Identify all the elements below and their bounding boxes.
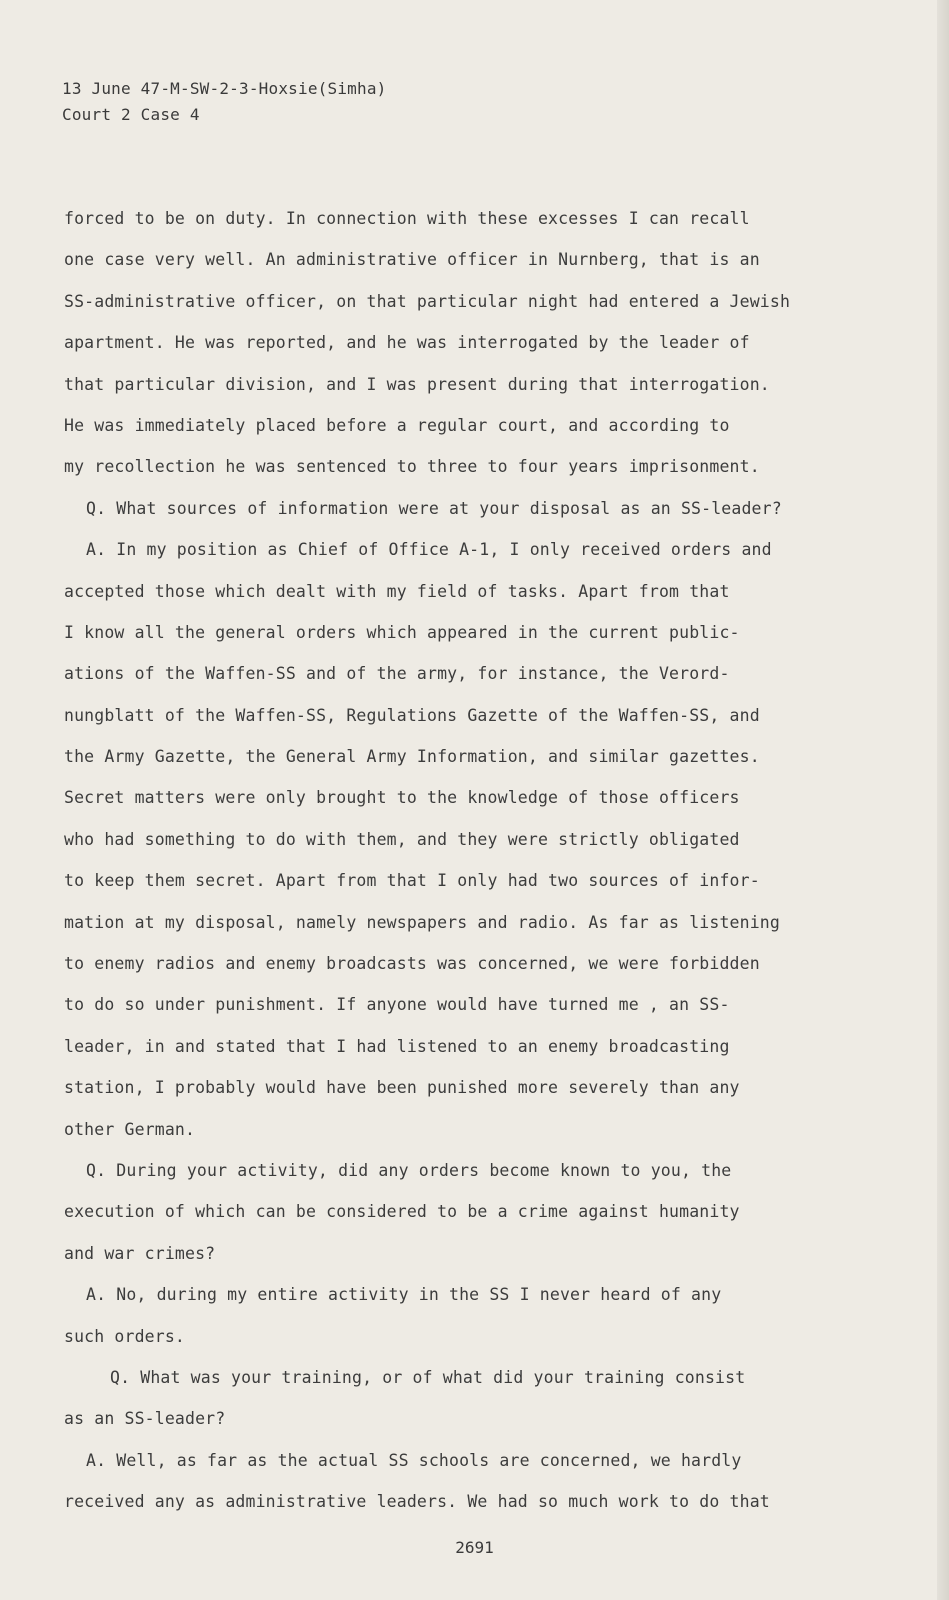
text-line: that particular division, and I was present during that interrogation.: [64, 374, 770, 394]
text-line: ations of the Waffen-SS and of the army, for instance, the Verord-: [64, 664, 730, 684]
text-line: I know all the general orders which appeared in the current public-: [64, 622, 740, 642]
text-line: and war crimes?: [64, 1243, 216, 1263]
answer-line: A. In my position as Chief of Office A-1, I only received orders and: [86, 540, 772, 560]
header-date-line: 13 June 47-M-SW-2-3-Hoxsie(Simha): [62, 79, 387, 98]
text-line: forced to be on duty. In connection with these excesses I can recall: [64, 209, 750, 228]
text-line: other German.: [64, 1119, 196, 1139]
text-line: accepted those which dealt with my field of tasks. Apart from that: [64, 581, 730, 601]
text-line: station, I probably would have been punished more severely than any: [64, 1078, 740, 1098]
text-line: to do so under punishment. If anyone would have turned me , an SS-: [64, 995, 730, 1015]
text-line: execution of which can be considered to be a crime against humanity: [64, 1202, 740, 1222]
text-line: to keep them secret. Apart from that I only had two sources of infor-: [64, 871, 760, 891]
text-line: my recollection he was sentenced to three to four years imprisonment.: [64, 457, 760, 477]
question-line: Q. During your activity, did any orders become known to you, the: [86, 1160, 732, 1180]
answer-line: A. Well, as far as the actual SS schools are concerned, we hardly: [86, 1450, 742, 1470]
text-line: mation at my disposal, namely newspapers and radio. As far as listening: [64, 912, 780, 932]
text-line: as an SS-leader?: [64, 1409, 226, 1429]
text-line: Secret matters were only brought to the knowledge of those officers: [64, 788, 740, 808]
text-line: one case very well. An administrative officer in Nurnberg, that is an: [64, 250, 760, 270]
header-court-line: Court 2 Case 4: [62, 105, 200, 124]
text-line: nungblatt of the Waffen-SS, Regulations Gazette of the Waffen-SS, and: [64, 705, 760, 725]
text-line: received any as administrative leaders. We had so much work to do that: [64, 1492, 770, 1512]
text-line: He was immediately placed before a regular court, and according to: [64, 415, 730, 435]
answer-line: A. No, during my entire activity in the SS I never heard of any: [86, 1285, 722, 1305]
text-line: who had something to do with them, and they were strictly obligated: [64, 829, 740, 849]
question-line: Q. What sources of information were at your disposal as an SS-leader?: [86, 498, 782, 518]
text-line: apartment. He was reported, and he was interrogated by the leader of: [64, 333, 750, 353]
text-line: such orders.: [64, 1326, 186, 1346]
transcript-body: [64, 198, 824, 1523]
text-line: SS-administrative officer, on that particular night had entered a Jewish: [64, 291, 791, 311]
question-line: Q. What was your training, or of what did your training consist: [110, 1367, 746, 1387]
document-header: [62, 76, 386, 128]
text-line: to enemy radios and enemy broadcasts was concerned, we were forbidden: [64, 954, 760, 974]
text-line: the Army Gazette, the General Army Information, and similar gazettes.: [64, 747, 760, 767]
text-line: leader, in and stated that I had listened to an enemy broadcasting: [64, 1036, 730, 1056]
page-edge-shadow: [937, 0, 949, 1600]
page-number: 2691: [455, 1538, 494, 1557]
